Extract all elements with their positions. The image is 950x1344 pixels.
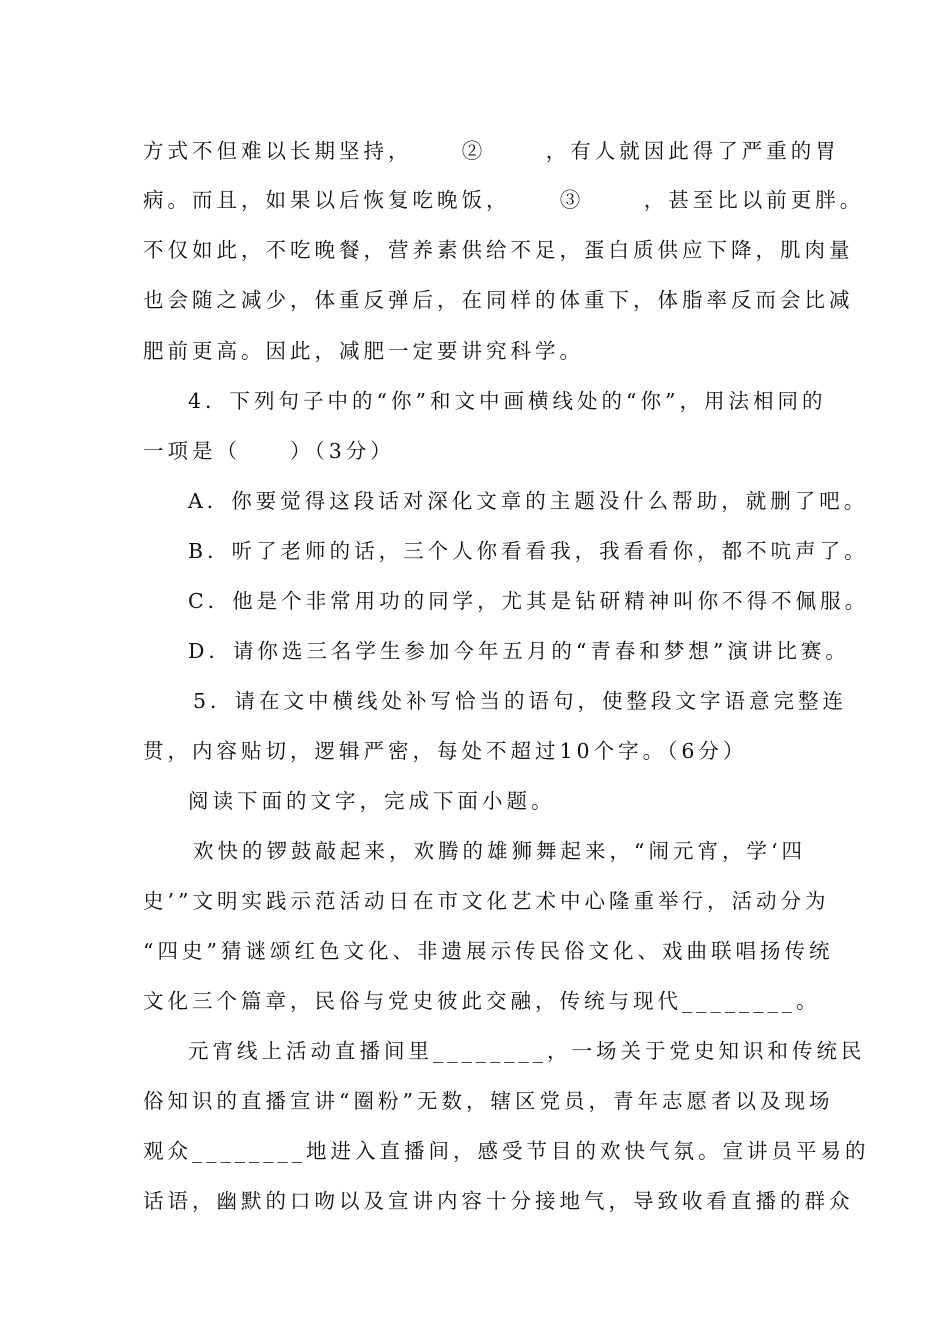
text-line: 方式不但难以长期坚持， ② ，有人就因此得了严重的胃 [143, 139, 840, 163]
text-line: 病。而且，如果以后恢复吃晚饭， ③ ，甚至比以前更胖。 [143, 188, 865, 212]
question-5-stem-cont: 贯，内容贴切，逻辑严密，每处不超过10个字。（6分） [143, 739, 748, 763]
option-d: D．请你选三名学生参加今年五月的“青春和梦想”演讲比赛。 [188, 639, 850, 663]
question-5-stem: 5．请在文中横线处补写恰当的语句，使整段文字语意完整连 [193, 689, 848, 713]
text-line: 不仅如此，不吃晚餐，营养素供给不足，蛋白质供应下降，肌肉量 [143, 238, 854, 262]
passage-line: 元宵线上活动直播间里________，一场关于党史知识和传统民 [188, 1039, 866, 1063]
question-4-stem-cont: 一项是（ ）（3分） [143, 439, 395, 463]
text-line: 也会随之减少，体重反弹后，在同样的体重下，体脂率反而会比减 [143, 288, 854, 312]
passage-line: “四史”猜谜颂红色文化、非遗展示传民俗文化、戏曲联唱扬传统 [143, 939, 834, 963]
option-b: B．听了老师的话，三个人你看看我，我看看你，都不吭声了。 [188, 539, 869, 563]
text-line: 肥前更高。因此，减肥一定要讲究科学。 [143, 339, 584, 363]
passage-line: 文化三个篇章，民俗与党史彼此交融，传统与现代________。 [143, 989, 821, 1013]
passage-line: 话语，幽默的口吻以及宣讲内容十分接地气，导致收看直播的群众 [143, 1189, 854, 1213]
option-a: A．你要觉得这段话对深化文章的主题没什么帮助，就删了吧。 [188, 489, 869, 513]
passage-line: 俗知识的直播宣讲“圈粉”无数，辖区党员，青年志愿者以及现场 [143, 1089, 834, 1113]
passage-line: 史’”文明实践示范活动日在市文化艺术中心隆重举行，活动分为 [143, 889, 830, 913]
reading-instruction: 阅读下面的文字，完成下面小题。 [188, 789, 556, 813]
passage-line: 欢快的锣鼓敲起来，欢腾的雄狮舞起来，“闹元宵，学‘四 [193, 839, 806, 863]
option-c: C．他是个非常用功的同学，尤其是钻研精神叫你不得不佩服。 [188, 589, 870, 613]
question-4-stem: 4．下列句子中的“你”和文中画横线处的“你”，用法相同的 [188, 389, 827, 413]
passage-line: 观众________地进入直播间，感受节目的欢快气氛。宣讲员平易的 [143, 1139, 870, 1163]
